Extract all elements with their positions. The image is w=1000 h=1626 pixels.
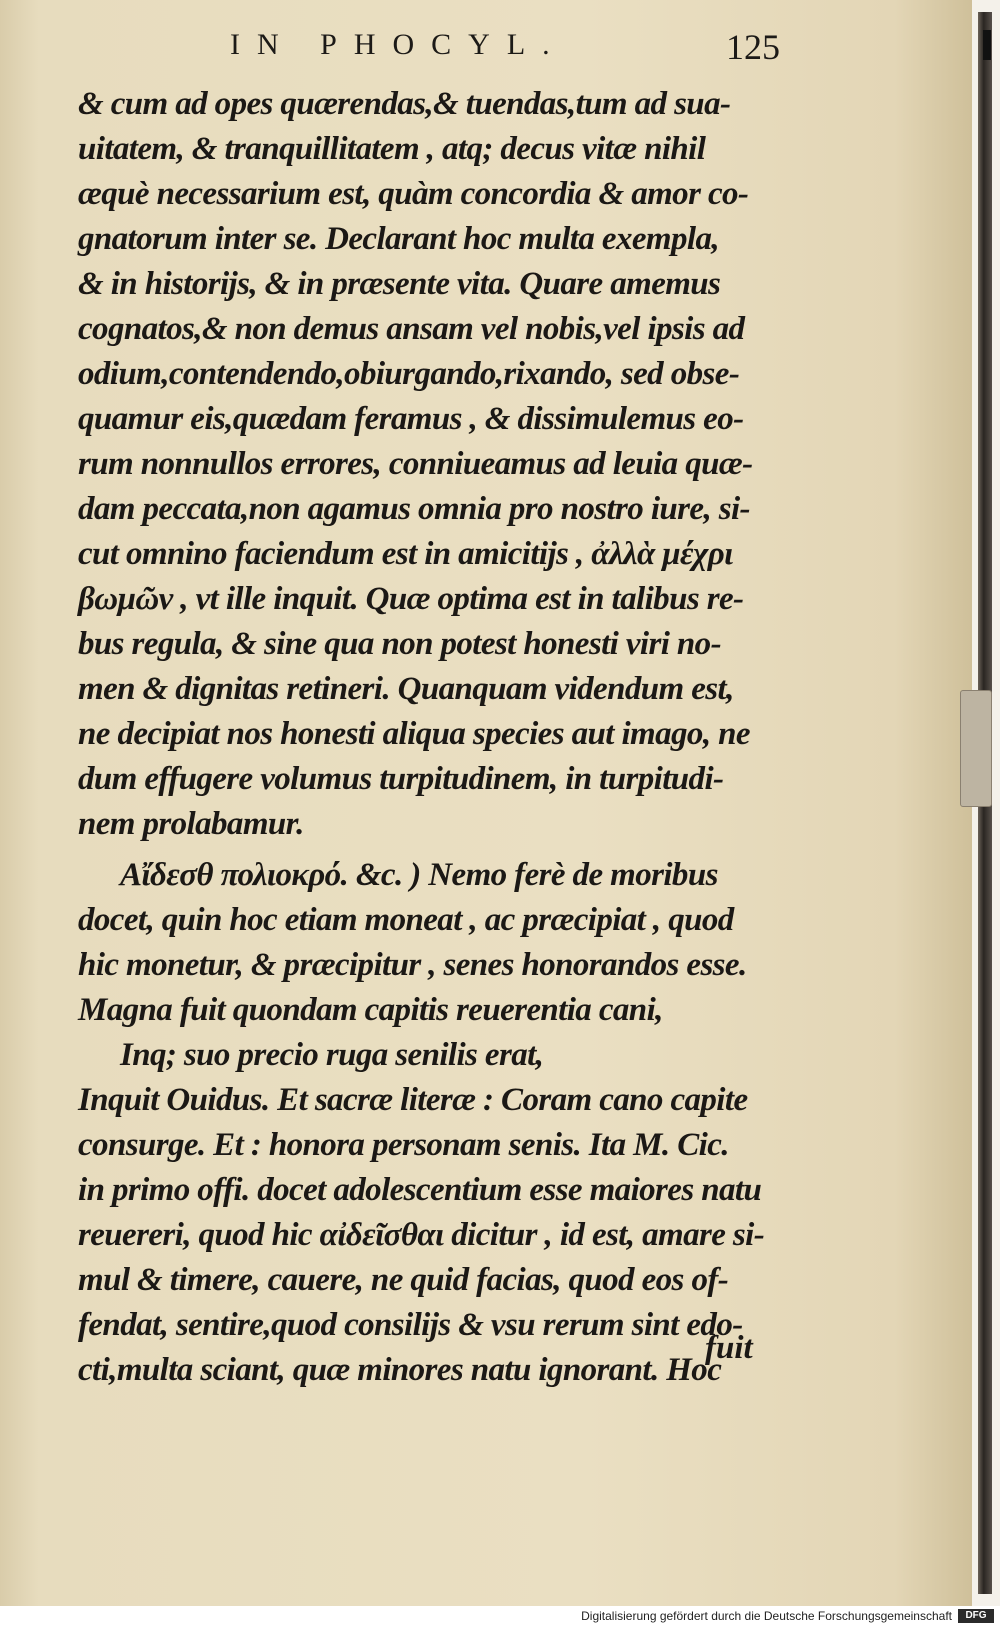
text-line: dum effugere volumus turpitudinem, in turpitudi- (78, 761, 724, 797)
text-line: odium,contendendo,obiurgando,rixando, sed obse- (78, 356, 740, 392)
page-tab (960, 690, 992, 807)
text-line: reuereri, quod hic αἰδεῖσθαι dicitur , id est, amare si- (78, 1217, 765, 1253)
text-line: men & dignitas retineri. Quanquam videndum est, (78, 671, 734, 707)
running-title: IN PHOCYL. (230, 28, 567, 61)
text-line: consurge. Et : honora personam senis. Ita M. Cic. (78, 1127, 729, 1163)
corner-mark (983, 30, 991, 60)
text-line: quamur eis,quædam feramus , & dissimulemus eo- (78, 401, 744, 437)
text-line: Inquit Ouidus. Et sacræ literæ : Coram cano capite (78, 1082, 748, 1118)
text-line: uitatem, & tranquillitatem , atq; decus vitæ nihil (78, 131, 706, 167)
text-line: hic monetur, & præcipitur , senes honorandos esse. (78, 947, 747, 983)
text-line: cut omnino faciendum est in amicitijs , ἀλλὰ μέχρι (78, 536, 733, 572)
text-line: & in historijs, & in præsente vita. Quare amemus (78, 266, 721, 302)
verse-line: Inq; suo precio ruga senilis erat, (120, 1037, 544, 1073)
page-number: 125 (726, 27, 780, 67)
text-line: cti,multa sciant, quæ minores natu ignorant. Hoc (78, 1352, 722, 1388)
text-line: & cum ad opes quærendas,& tuendas,tum ad sua- (78, 86, 731, 122)
text-line: bus regula, & sine qua non potest honesti viri no- (78, 626, 721, 662)
text-line: docet, quin hoc etiam moneat , ac præcipiat , quod (78, 902, 734, 938)
text-line: mul & timere, cauere, ne quid facias, quod eos of- (78, 1262, 729, 1298)
catchword: fuit (705, 1330, 753, 1366)
text-line: cognatos,& non demus ansam vel nobis,vel ipsis ad (78, 311, 745, 347)
text-line: ne decipiat nos honesti aliqua species aut imago, ne (78, 716, 750, 752)
footer-bar (0, 1606, 1000, 1626)
text-line: fendat, sentire,quod consilijs & vsu rerum sint edo- (78, 1307, 743, 1343)
verse-line: Magna fuit quondam capitis reuerentia cani, (78, 992, 663, 1028)
text-line: in primo offi. docet adolescentium esse maiores natu (78, 1172, 762, 1208)
funding-credit: Digitalisierung gefördert durch die Deutsche Forschungsgemeinschaft (581, 1609, 952, 1623)
text-line: æquè necessarium est, quàm concordia & amor co- (78, 176, 749, 212)
text-line: dam peccata,non agamus omnia pro nostro iure, si- (78, 491, 750, 527)
text-line: rum nonnullos errores, conniueamus ad leuia quæ- (78, 446, 753, 482)
text-line: Αἴδεσθ πολιοκρό. &c. ) Nemo ferè de moribus (120, 857, 718, 893)
body-text (78, 82, 798, 1393)
text-line: gnatorum inter se. Declarant hoc multa exempla, (78, 221, 720, 257)
text-line: nem prolabamur. (78, 806, 304, 842)
text-line: βωμῶν , vt ille inquit. Quæ optima est in talibus re- (78, 581, 744, 617)
dfg-logo: DFG (958, 1609, 994, 1623)
